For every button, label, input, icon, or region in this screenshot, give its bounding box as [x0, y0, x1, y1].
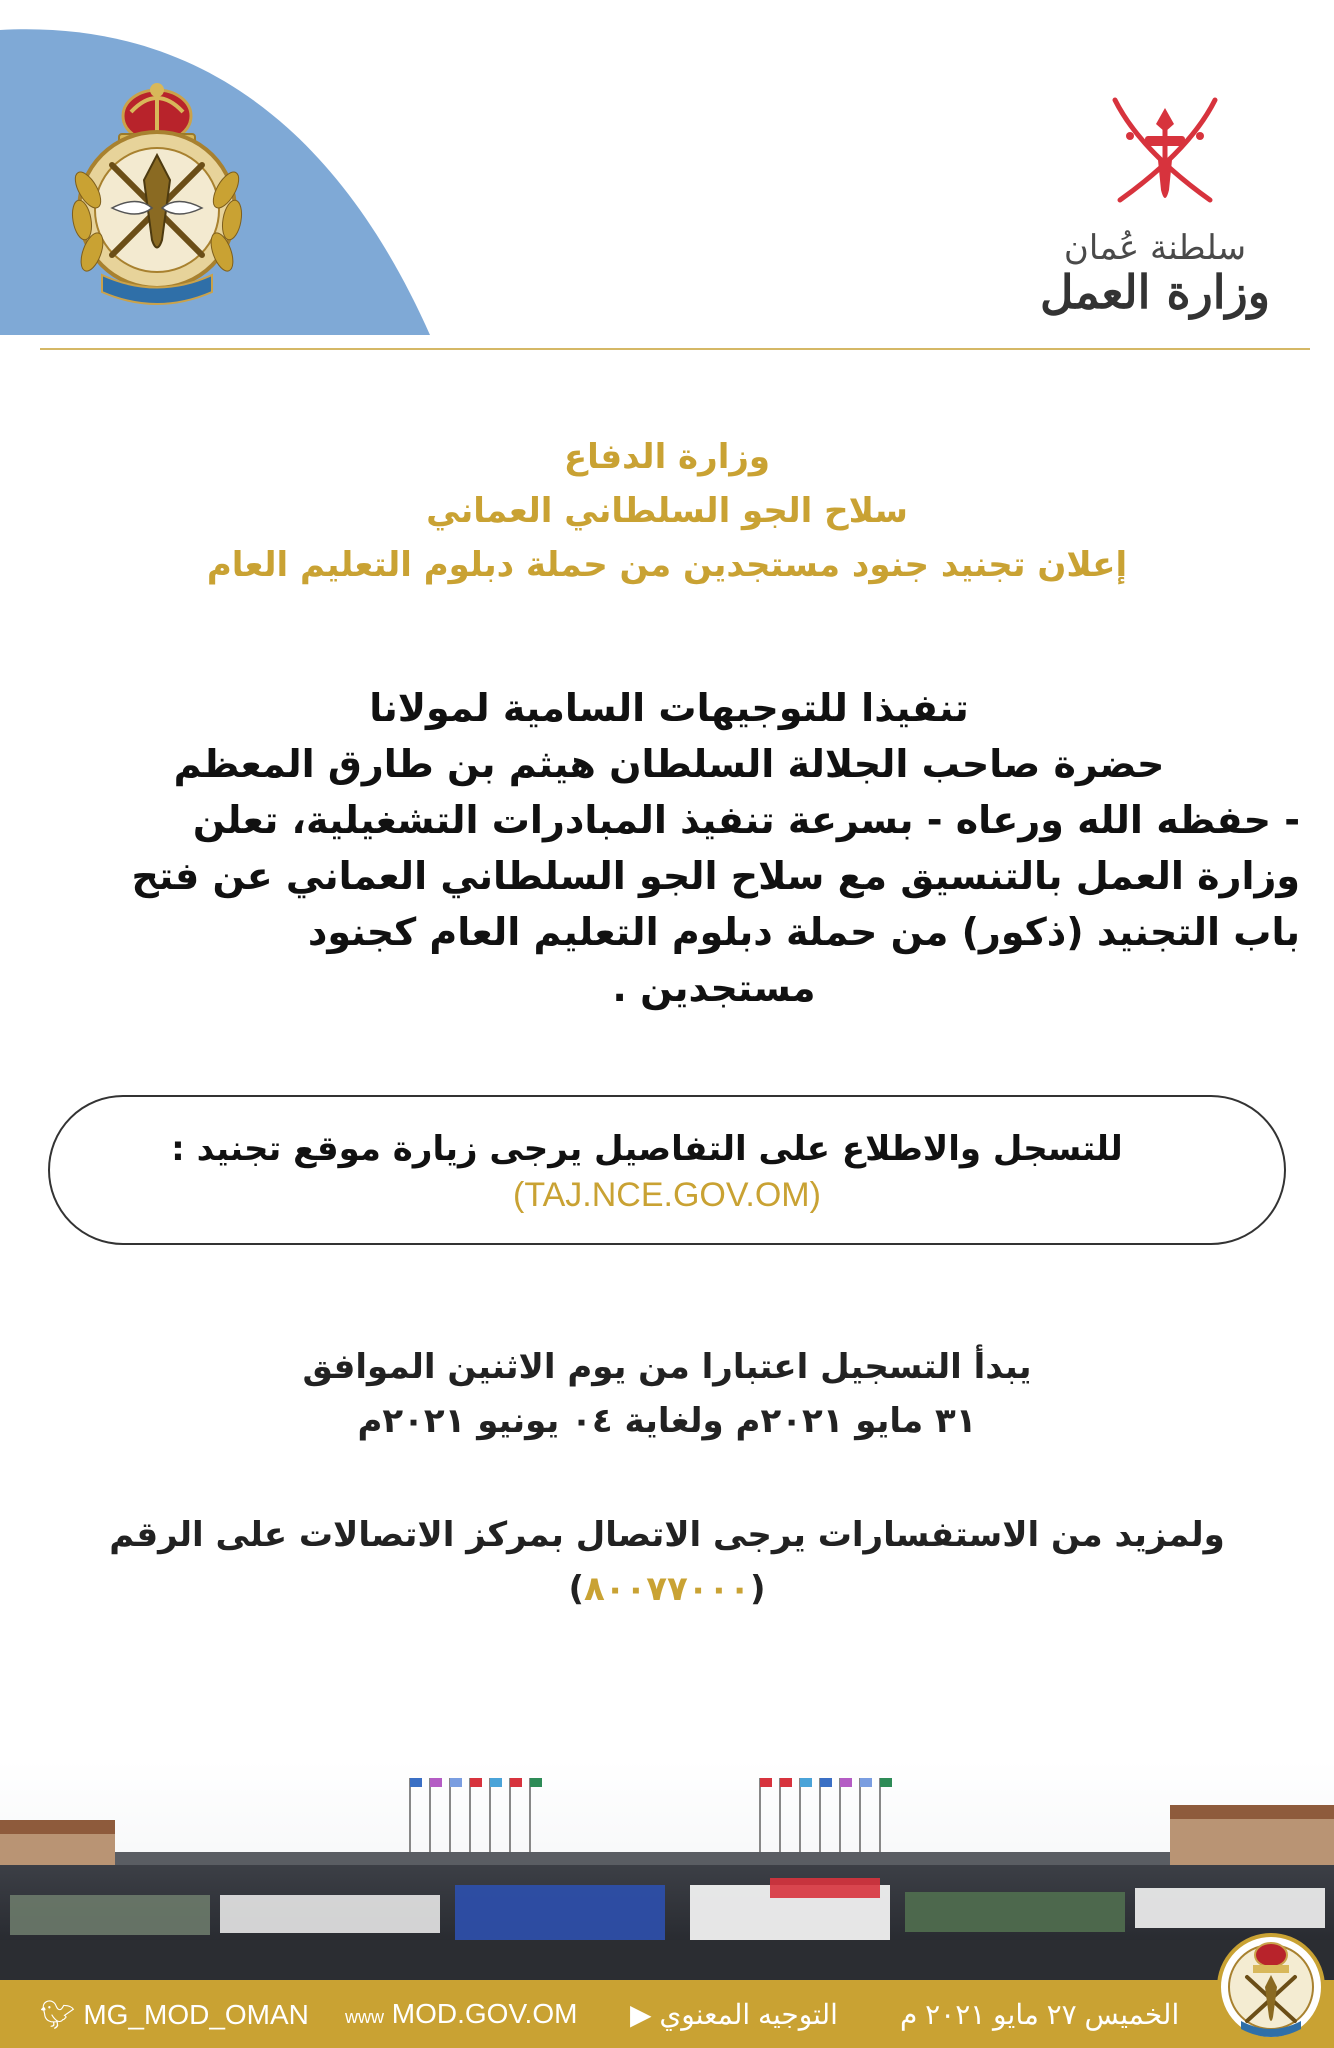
ministry-of-labour-logo: [1020, 228, 1290, 319]
registration-box: [48, 1095, 1286, 1245]
twitter-handle: MG_MOD_OMAN: [83, 1999, 309, 2030]
royal-air-force-oman-emblem-icon: [52, 70, 262, 310]
registration-dates: [60, 1340, 1274, 1448]
website-prefix: www: [345, 2007, 384, 2027]
title-line-ministry: وزارة الدفاع: [563, 437, 771, 477]
body-line-6: مستجدين .: [612, 966, 816, 1010]
oman-national-emblem-icon: [1100, 80, 1230, 220]
announcement-body: [38, 680, 1300, 1016]
military-parade-photo: [0, 1760, 1334, 1980]
registration-text: للتسجل والاطلاع على التفاصيل يرجى زيارة موقع تجنيد :: [171, 1129, 1123, 1169]
header-divider: [40, 348, 1310, 350]
website-url: MOD.GOV.OM: [391, 1998, 578, 2029]
footer-bar: [0, 1980, 1334, 2048]
inquiry-section: [40, 1508, 1294, 1616]
ministry-logo-line1: سلطنة عُمان: [1063, 228, 1247, 268]
youtube-link[interactable]: [630, 1998, 838, 2031]
body-line-1: تنفيذا للتوجيهات السامية لمولانا: [369, 686, 969, 730]
moral-guidance-badge-icon: [1215, 1925, 1327, 2045]
inquiry-paren-close: ): [568, 1569, 584, 1609]
dates-line-1: يبدأ التسجيل اعتبارا من يوم الاثنين الموافق: [302, 1347, 1032, 1387]
inquiry-number-line: [40, 1562, 1294, 1616]
body-line-3: - حفظه الله ورعاه - بسرعة تنفيذ المبادرات التشغيلية، تعلن: [192, 798, 1300, 842]
announcement-title: [60, 430, 1274, 592]
inquiry-paren-open: (: [750, 1569, 766, 1609]
body-line-5: باب التجنيد (ذكور) من حملة دبلوم التعليم العام كجنود: [307, 910, 1300, 954]
website-link[interactable]: [345, 1998, 577, 2030]
registration-link[interactable]: (TAJ.NCE.GOV.OM): [513, 1176, 821, 1214]
twitter-link[interactable]: [40, 1998, 309, 2031]
contact-phone-number[interactable]: ٨٠٠٧٧٠٠٠: [583, 1569, 750, 1609]
twitter-icon: 🐦︎: [40, 1999, 76, 2030]
body-line-2: حضرة صاحب الجلالة السلطان هيثم بن طارق المعظم: [173, 742, 1165, 786]
body-line-4: وزارة العمل بالتنسيق مع سلاح الجو السلطاني العماني عن فتح: [131, 854, 1300, 898]
footer-date: الخميس ٢٧ مايو ٢٠٢١ م: [900, 1999, 1180, 2030]
youtube-label: التوجيه المعنوي: [659, 1999, 838, 2030]
youtube-icon: ▶: [630, 1999, 652, 2030]
ministry-logo-line2: وزارة العمل: [1040, 265, 1270, 319]
title-line-announcement: إعلان تجنيد جنود مستجدين من حملة دبلوم التعليم العام: [206, 545, 1128, 585]
dates-line-2: ٣١ مايو ٢٠٢١م ولغاية ٠٤ يونيو ٢٠٢١م: [357, 1401, 977, 1441]
header: [0, 0, 1334, 345]
inquiry-text: ولمزيد من الاستفسارات يرجى الاتصال بمركز الاتصالات على الرقم: [109, 1515, 1225, 1555]
title-line-air-force: سلاح الجو السلطاني العماني: [426, 491, 908, 531]
